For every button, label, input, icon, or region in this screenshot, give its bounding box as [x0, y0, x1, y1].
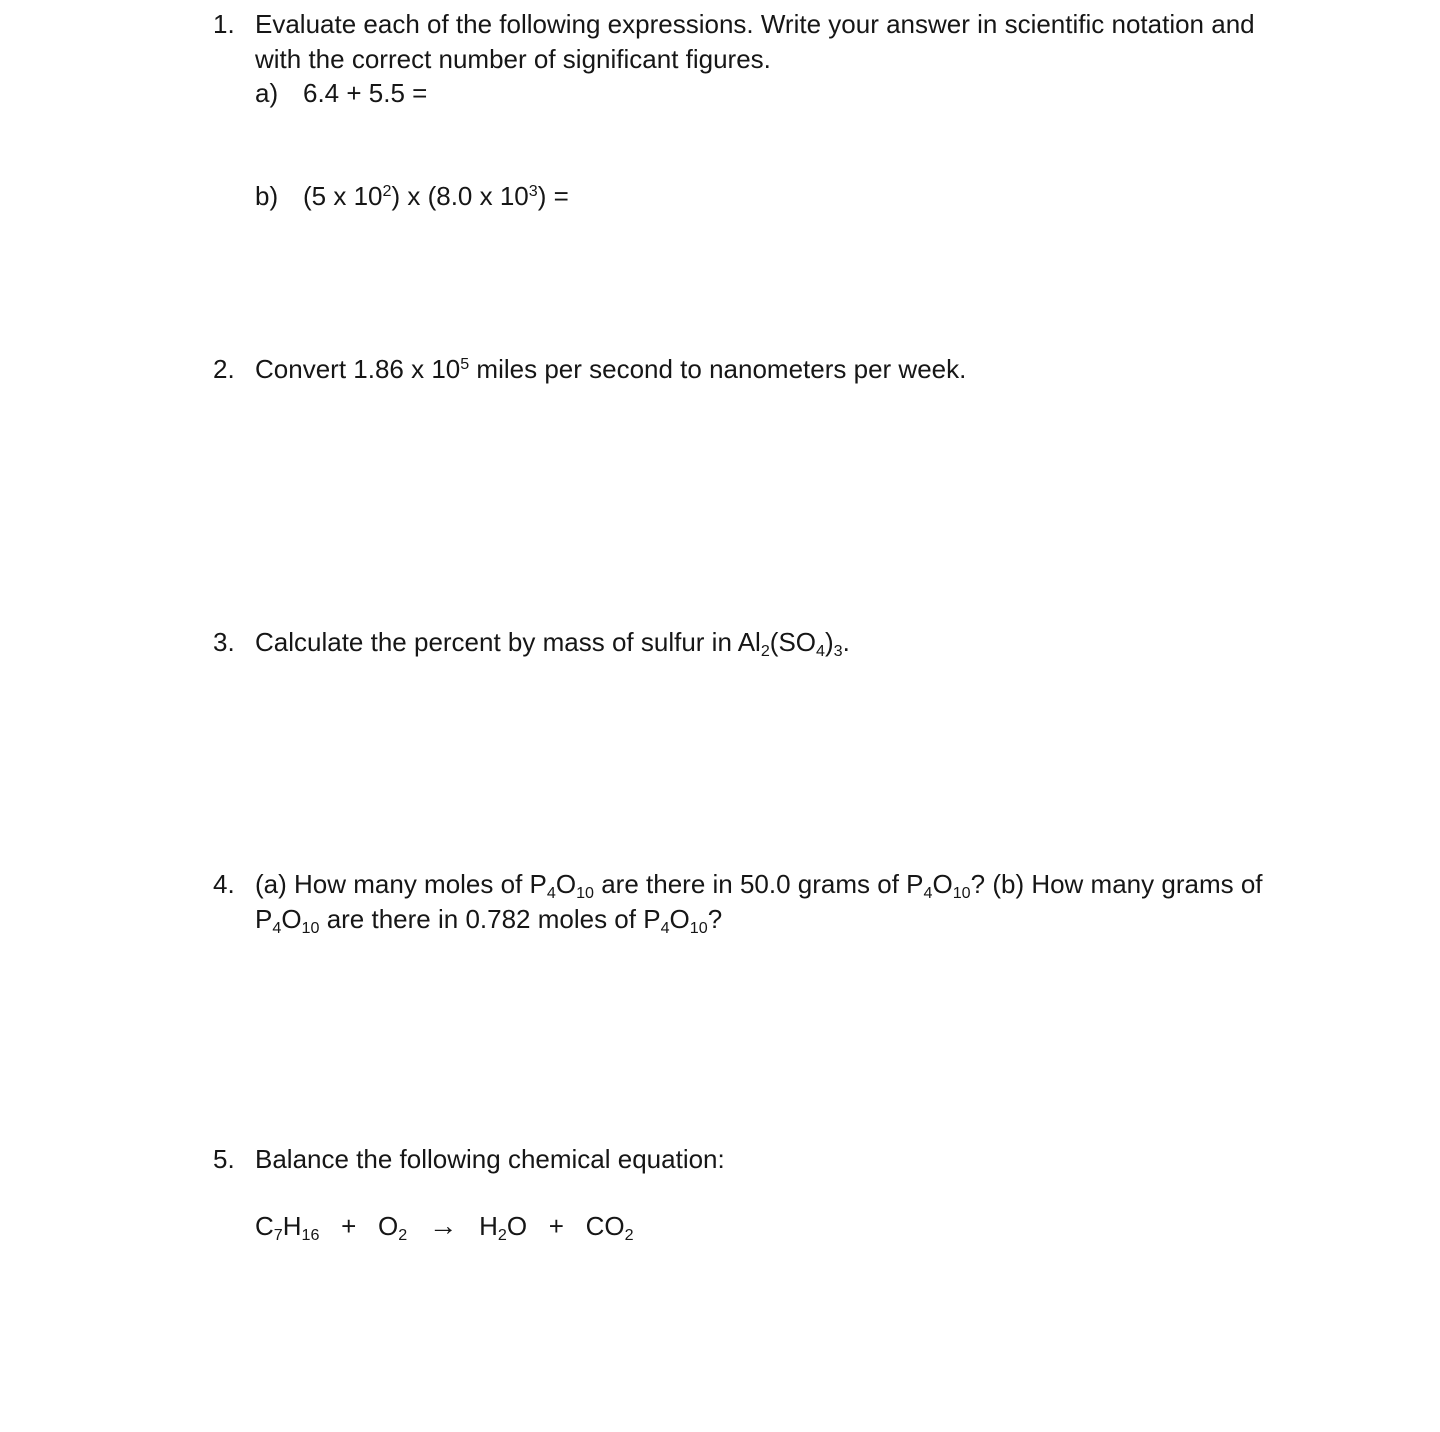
question-1-line-1: Evaluate each of the following expressions. Write your answer in scientific notation and	[255, 9, 1255, 39]
question-1-part-b	[255, 179, 569, 214]
question-4-line-1: (a) How many moles of P4O10 are there in 50.0 grams of P4O10? (b) How many grams of	[255, 869, 1263, 902]
question-5-equation-row	[255, 1209, 634, 1244]
chemical-equation: C7H16 + O2 → H2O + CO2	[255, 1210, 634, 1244]
question-4-number: 4.	[213, 869, 235, 899]
question-3	[213, 625, 850, 660]
part-a-expression: 6.4 + 5.5 =	[303, 78, 428, 108]
question-1-line-2: with the correct number of significant figures.	[255, 44, 771, 74]
question-1-part-a	[255, 76, 427, 111]
question-3-text: Calculate the percent by mass of sulfur in Al2(SO4)3.	[255, 627, 850, 660]
question-1-number: 1.	[213, 9, 235, 39]
question-3-number: 3.	[213, 627, 235, 657]
part-a-label: a)	[255, 78, 279, 108]
question-2-text: Convert 1.86 x $10^5$ miles per second to nanometers per week.	[255, 354, 967, 384]
question-2	[213, 352, 966, 387]
question-2-number: 2.	[213, 354, 235, 384]
part-b-label: b)	[255, 181, 279, 211]
question-4-text	[255, 867, 1263, 937]
question-1	[213, 7, 1255, 77]
question-4	[213, 867, 1263, 937]
question-5-number: 5.	[213, 1144, 235, 1174]
question-4-line-2: P4O10 are there in 0.782 moles of P4O10?	[255, 904, 723, 937]
question-5-text: Balance the following chemical equation:	[255, 1144, 725, 1174]
question-5	[213, 1142, 725, 1177]
part-b-expression: (5 x $10^2$) x (8.0 x $10^3$) =	[303, 181, 569, 211]
question-1-text	[255, 7, 1255, 77]
